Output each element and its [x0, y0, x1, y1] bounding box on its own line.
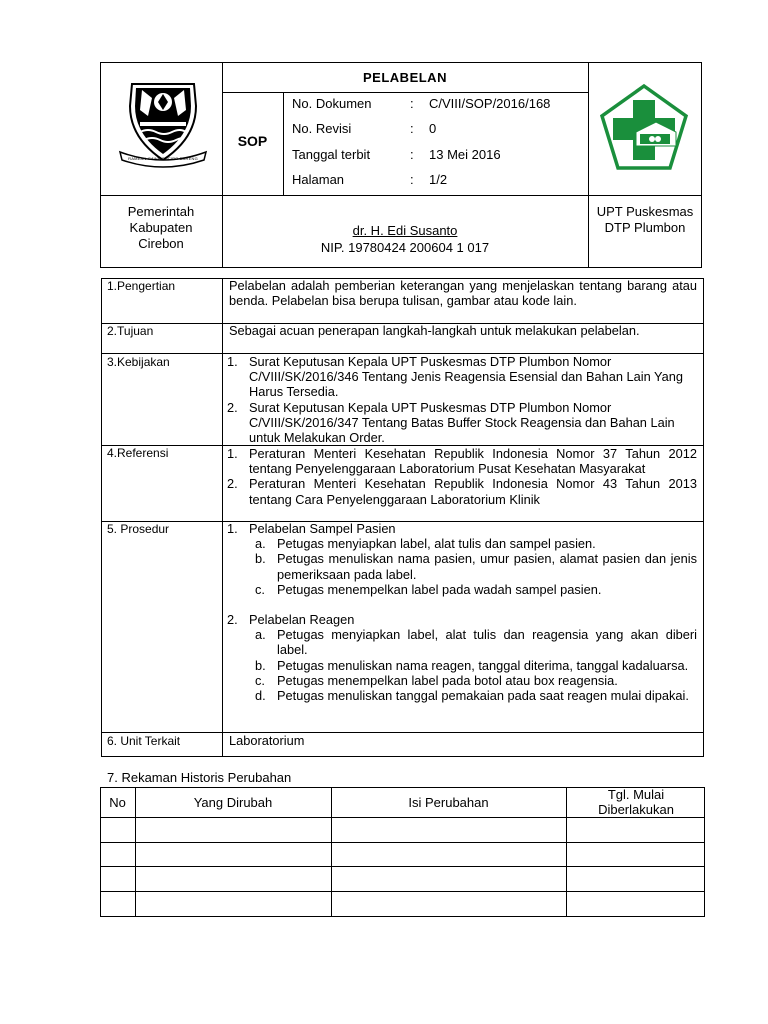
sop-label: SOP	[237, 133, 268, 149]
section-label: 4.Referensi	[107, 446, 169, 460]
procedure-step: b. Petugas menuliskan nama pasien, umur pasien, alamat pasien dan jenis pemeriksaan pada label.	[255, 551, 697, 582]
header-divider	[222, 92, 588, 93]
table-divider	[100, 842, 705, 843]
column-header: Tgl. Mulai Diberlakukan	[598, 787, 674, 817]
section-list	[227, 446, 697, 507]
procedure-group-title: 2. Pelabelan Reagen	[227, 612, 355, 628]
list-item: 2. Peraturan Menteri Kesehatan Republik Indonesia Nomor 43 Tahun 2013 tentang Cara Penyelenggaraan Laboratorium Klinik	[227, 476, 697, 507]
section-label: 5. Prosedur	[107, 522, 170, 536]
field-label: No. Revisi	[292, 121, 352, 136]
right-org: UPT Puskesmas DTP Plumbon	[596, 204, 694, 235]
left-org: Pemerintah Kabupaten Cirebon	[127, 204, 195, 251]
page-title: PELABELAN	[363, 70, 447, 85]
table-divider	[100, 891, 705, 892]
column-header: No	[109, 795, 126, 810]
procedure-group-title: 1. Pelabelan Sampel Pasien	[227, 521, 396, 536]
section-label: 2.Tujuan	[107, 324, 154, 338]
table-divider	[222, 278, 223, 757]
table-divider	[100, 866, 705, 867]
header-divider	[283, 92, 284, 195]
procedure-step: d. Petugas menuliskan tanggal pemakaian pada saat reagen mulai dipakai.	[255, 688, 689, 704]
history-title: 7. Rekaman Historis Perubahan	[107, 770, 292, 785]
section-list	[227, 354, 697, 445]
column-header: Yang Dirubah	[193, 795, 273, 810]
field-colon: :	[410, 172, 414, 187]
procedure-step: c. Petugas menempelkan label pada botol atau box reagensia.	[255, 672, 618, 688]
field-label: Halaman	[292, 172, 345, 187]
header-divider	[100, 195, 702, 196]
procedure-step: a. Petugas menyiapkan label, alat tulis dan sampel pasien.	[255, 536, 596, 552]
signer-name: dr. H. Edi Susanto	[352, 223, 458, 238]
list-item: 2. Surat Keputusan Kepala UPT Puskesmas DTP Plumbon Nomor C/VIII/SK/2016/347 Tentang Batas Buffer Stock Reagensia dan Bahan Lain untuk Melakukan Order.	[227, 399, 675, 446]
field-colon: :	[410, 147, 414, 162]
list-item: 1. Peraturan Menteri Kesehatan Republik Indonesia Nomor 37 Tahun 2012 tentang Penyelenggaraan Laboratorium Pusat Kesehatan Masyarakat	[227, 446, 697, 477]
section-text: Laboratorium	[229, 733, 305, 748]
column-header: Isi Perubahan	[408, 795, 489, 810]
procedure-step: a. Petugas menyiapkan label, alat tulis dan reagensia yang akan diberi label.	[255, 627, 697, 658]
section-text: Pelabelan adalah pemberian keterangan yang menjelaskan tentang barang atau benda. Pelabelan bisa berupa tulisan, gambar atau kode lain.	[229, 278, 697, 309]
signer-nip: NIP. 19780424 200604 1 017	[320, 240, 490, 255]
section-label: 3.Kebijakan	[107, 355, 170, 369]
field-value: C/VIII/SOP/2016/168	[429, 96, 551, 111]
logo-motto: RAMEAN GAWE SUCIPO BARENG	[128, 156, 198, 161]
procedure-list	[227, 521, 697, 703]
field-value: 13 Mei 2016	[429, 147, 501, 162]
puskesmas-logo	[596, 82, 692, 174]
table-divider	[566, 787, 567, 917]
table-divider	[100, 817, 705, 818]
field-label: No. Dokumen	[292, 96, 372, 111]
list-item: 1. Surat Keputusan Kepala UPT Puskesmas DTP Plumbon Nomor C/VIII/SK/2016/346 Tentang Jenis Reagensia Esensial dan Bahan Lain Yang Harus Tersedia.	[227, 354, 683, 400]
header-divider	[588, 62, 589, 268]
field-value: 1/2	[429, 172, 448, 187]
field-label: Tanggal terbit	[292, 147, 371, 162]
field-colon: :	[410, 121, 414, 136]
regency-crest-logo	[114, 76, 212, 172]
procedure-step: b. Petugas menuliskan nama reagen, tanggal diterima, tanggal kadaluarsa.	[255, 657, 689, 673]
section-label: 6. Unit Terkait	[107, 734, 181, 748]
section-text: Sebagai acuan penerapan langkah-langkah untuk melakukan pelabelan.	[229, 323, 640, 338]
section-label: 1.Pengertian	[107, 279, 176, 293]
procedure-step: c. Petugas menempelkan label pada wadah sampel pasien.	[255, 581, 602, 597]
field-value: 0	[429, 121, 437, 136]
field-colon: :	[410, 96, 414, 111]
